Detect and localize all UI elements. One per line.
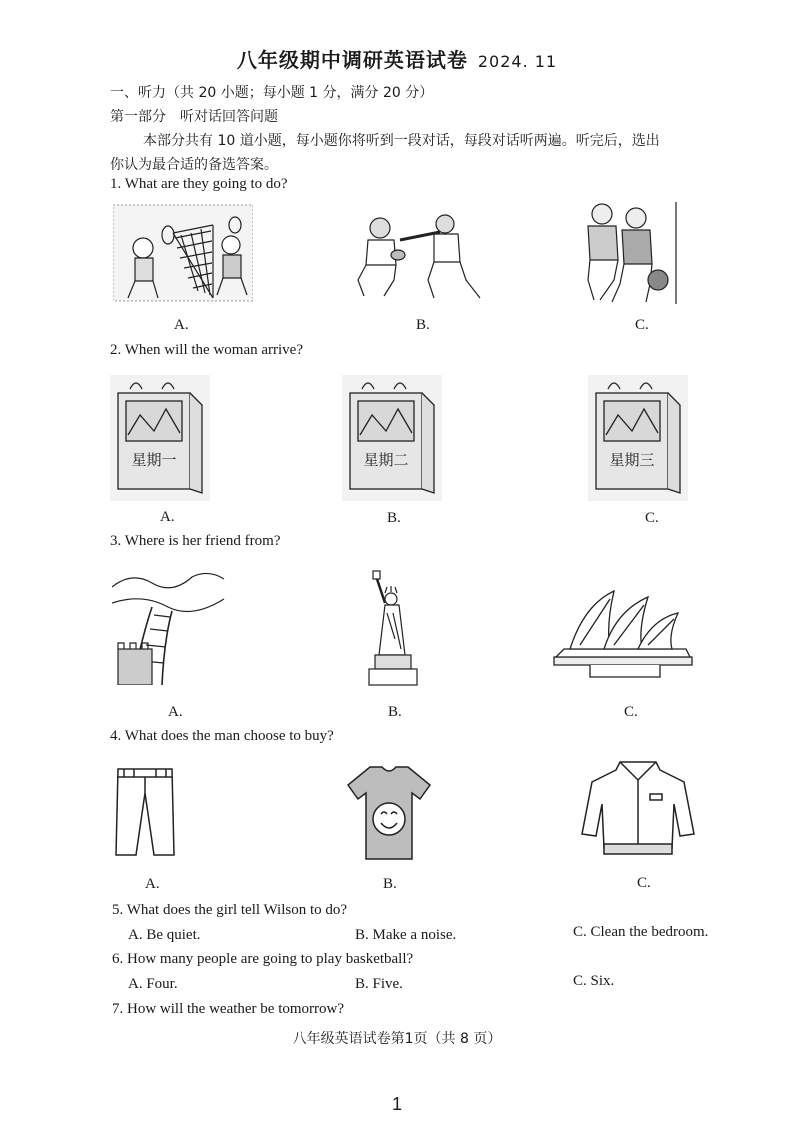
exam-title <box>0 44 794 73</box>
q4-option-c[interactable]: C. <box>637 875 651 891</box>
instructions-line-2: 你认为最合适的备选答案。 <box>110 157 278 173</box>
exam-title-text: 八年级期中调研英语试卷 <box>236 48 468 72</box>
q5-option-c[interactable]: C. Clean the bedroom. <box>573 924 709 940</box>
question-3: 3. Where is her friend from? <box>110 533 281 549</box>
q4-option-a[interactable]: A. <box>145 876 160 892</box>
q6-option-b[interactable]: B. Five. <box>355 976 403 992</box>
exam-date: 2024. 11 <box>477 52 558 71</box>
q5-option-b[interactable]: B. Make a noise. <box>355 927 457 943</box>
calendar-day-1: 星期一 <box>131 451 177 469</box>
calendar-icon <box>110 375 210 505</box>
tshirt-icon <box>346 763 432 867</box>
page-footer: 八年级英语试卷第1页（共 8 页） <box>292 1031 502 1047</box>
q1-option-c[interactable]: C. <box>635 317 649 333</box>
question-7: 7. How will the weather be tomorrow? <box>112 1001 345 1017</box>
trousers-icon <box>114 765 176 863</box>
question-5: 5. What does the girl tell Wilson to do? <box>112 902 348 918</box>
q2-option-a[interactable]: A. <box>160 509 175 525</box>
q1-option-a[interactable]: A. <box>174 317 189 333</box>
jacket-icon <box>580 758 696 864</box>
q2-option-b[interactable]: B. <box>387 510 401 526</box>
q3-option-c[interactable]: C. <box>624 704 638 720</box>
question-2: 2. When will the woman arrive? <box>110 342 303 358</box>
q5-option-a[interactable]: A. Be quiet. <box>128 927 201 943</box>
question-1: 1. What are they going to do? <box>110 176 288 192</box>
calendar-icon <box>588 375 688 505</box>
instructions-line-1: 本部分共有 10 道小题，每小题你将听到一段对话，每段对话听两遍。听完后，选出 <box>143 133 660 149</box>
sydney-opera-house-icon <box>550 585 696 685</box>
calendar-day-3: 星期三 <box>609 451 655 469</box>
basketball-players-icon <box>580 200 680 310</box>
part-title: 第一部分 听对话回答问题 <box>110 109 278 125</box>
tennis-players-icon <box>113 203 253 307</box>
great-wall-icon <box>112 567 226 689</box>
statue-of-liberty-icon <box>365 569 425 691</box>
page-number: 1 <box>391 1094 402 1114</box>
baseball-players-icon <box>350 210 490 306</box>
calendar-day-2: 星期二 <box>363 451 409 469</box>
q1-option-b[interactable]: B. <box>416 317 430 333</box>
q2-option-c[interactable]: C. <box>645 510 659 526</box>
q4-option-b[interactable]: B. <box>383 876 397 892</box>
question-4: 4. What does the man choose to buy? <box>110 728 334 744</box>
q3-option-b[interactable]: B. <box>388 704 402 720</box>
q3-option-a[interactable]: A. <box>168 704 183 720</box>
calendar-icon <box>342 375 442 505</box>
q6-option-a[interactable]: A. Four. <box>128 976 178 992</box>
q6-option-c[interactable]: C. Six. <box>573 973 615 989</box>
question-6: 6. How many people are going to play basketball? <box>112 951 414 967</box>
section-heading: 一、听力（共 20 小题；每小题 1 分，满分 20 分） <box>110 85 434 101</box>
